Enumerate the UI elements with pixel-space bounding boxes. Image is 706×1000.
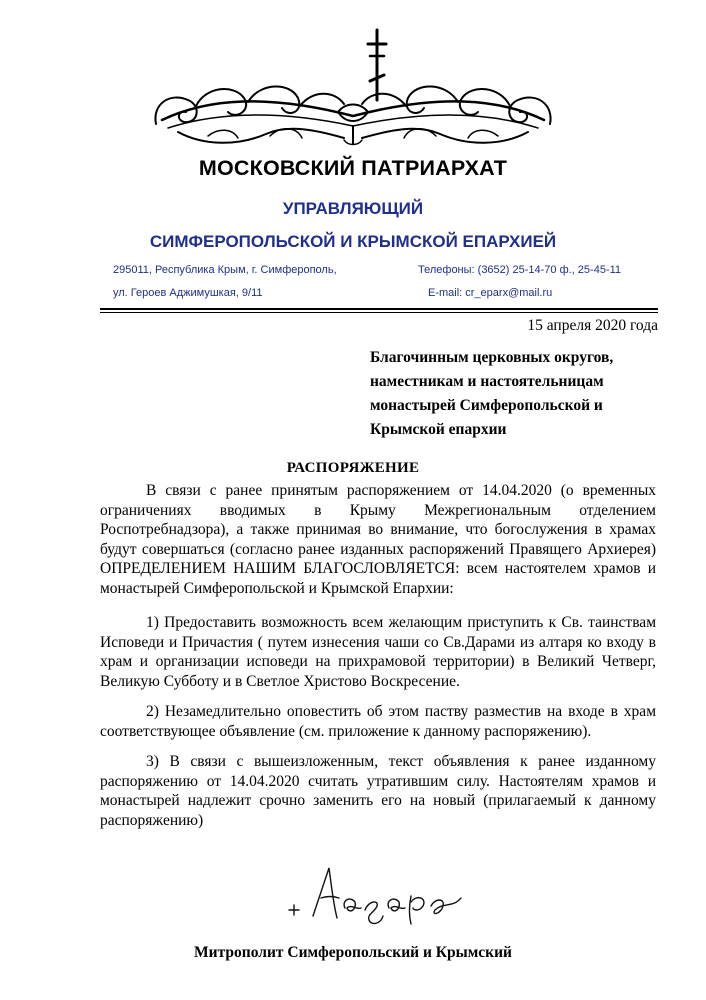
header-divider <box>100 308 658 310</box>
cross-ornament-icon <box>148 28 558 150</box>
document-date: 15 апреля 2020 года <box>527 317 658 334</box>
address-line2: ул. Героев Аджимушкая, 9/11 <box>113 287 263 299</box>
body-paragraph-item-3: 3) В связи с вышеизложенным, текст объявления к ранее изданному распоряжению от 14.04.2020 считать утратившим силу. Настоятелям храмов и монастырей надлежит срочно заменить его на новый (прилагаемый к данному распоряжению) <box>100 753 656 829</box>
letterhead-subtitle-line1: УПРАВЛЯЮЩИЙ <box>282 199 424 218</box>
phone-numbers: Телефоны: (3652) 25-14-70 ф., 25-45-11 <box>418 264 622 276</box>
letterhead-title: МОСКОВСКИЙ ПАТРИАРХАТ <box>198 156 508 180</box>
body-paragraph-item-2: 2) Незамедлительно оповестить об этом паству разместив на входе в храм соответствующее объявление (см. приложение к данному распоряжению). <box>100 703 656 740</box>
document-body <box>100 481 656 830</box>
body-paragraph-intro: В связи с ранее принятым распоряжением от 14.04.2020 (о временных ограничениях вводимых в Крыму Межрегиональным отделением Роспотребнадзора), а также принимая во внимание, что богослужения в храмах будут совершаться (согласно ранее изданных распоряжений Правящего Архиерея) ОПРЕДЕЛЕНИЕМ НАШИМ БЛАГОСЛОВЛЯЕТСЯ: всем настоятелем храмов и монастырей Симферопольской и Крымской Епархии: <box>100 482 656 597</box>
body-paragraph-item-1: 1) Предоставить возможность всем желающим приступить к Св. таинствам Исповеди и Причастия ( путем изнесения чаши со Св.Дарами из алтаря ко входу в храм и организации исповеди на прихрамовой территории) в Великий Четверг, Великую Субботу и в Светлое Христово Воскресение. <box>100 614 656 690</box>
handwritten-signature <box>285 858 475 928</box>
addressee-block: Благочинным церковных округов, наместникам и настоятельницам монастырей Симферопольской и Крымской епархии <box>370 349 614 438</box>
header-divider-thin <box>100 312 658 313</box>
email-address: E-mail: cr_eparx@mail.ru <box>428 287 553 299</box>
letterhead-subtitle-line2: СИМФЕРОПОЛЬСКОЙ И КРЫМСКОЙ ЕПАРХИЕЙ <box>149 232 557 251</box>
address-line1: 295011, Республика Крым, г. Симферополь, <box>113 264 337 276</box>
document-title: РАСПОРЯЖЕНИЕ <box>286 460 420 476</box>
signatory-title: Митрополит Симферопольский и Крымский <box>194 944 512 961</box>
